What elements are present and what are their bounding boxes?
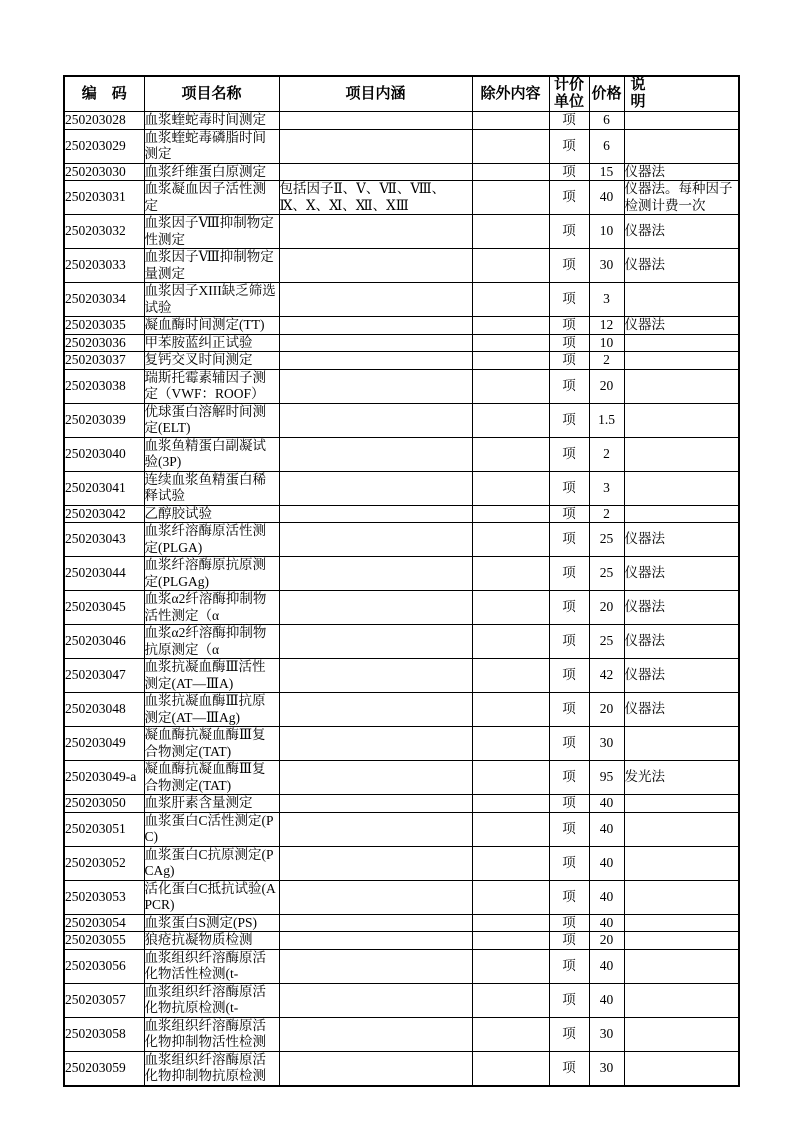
cell-price: 10 [589, 334, 624, 352]
cell-name: 血浆蛋白C抗原测定(PCAg) [144, 846, 279, 880]
cell-unit: 项 [549, 283, 589, 317]
cell-price: 20 [589, 591, 624, 625]
table-row [64, 693, 739, 727]
cell-note [624, 471, 739, 505]
cell-price: 2 [589, 505, 624, 523]
cell-code: 250203057 [64, 983, 144, 1017]
cell-name: 血浆因子Ⅷ抑制物定量测定 [144, 249, 279, 283]
cell-note: 仪器法 [624, 557, 739, 591]
cell-excluded [472, 523, 549, 557]
cell-excluded [472, 1051, 549, 1086]
cell-code: 250203031 [64, 181, 144, 215]
cell-unit: 项 [549, 505, 589, 523]
cell-unit: 项 [549, 914, 589, 932]
header-code: 编 码 [64, 76, 144, 112]
cell-code: 250203030 [64, 163, 144, 181]
cell-content [279, 334, 472, 352]
cell-content [279, 949, 472, 983]
cell-price: 20 [589, 932, 624, 950]
cell-excluded [472, 846, 549, 880]
cell-note: 发光法 [624, 761, 739, 795]
table-row [64, 369, 739, 403]
cell-unit: 项 [549, 317, 589, 335]
cell-unit: 项 [549, 523, 589, 557]
table-row [64, 727, 739, 761]
cell-unit: 项 [549, 471, 589, 505]
cell-note [624, 112, 739, 130]
cell-excluded [472, 249, 549, 283]
table-row [64, 317, 739, 335]
table-row [64, 949, 739, 983]
table-row [64, 557, 739, 591]
table-row [64, 249, 739, 283]
cell-name: 狼疮抗凝物质检测 [144, 932, 279, 950]
table-row [64, 880, 739, 914]
table-row [64, 761, 739, 795]
cell-unit: 项 [549, 983, 589, 1017]
cell-name: 活化蛋白C抵抗试验(APCR) [144, 880, 279, 914]
table-row [64, 334, 739, 352]
cell-note [624, 403, 739, 437]
cell-note [624, 1017, 739, 1051]
cell-content [279, 403, 472, 437]
cell-excluded [472, 914, 549, 932]
cell-excluded [472, 471, 549, 505]
cell-name: 血浆蛋白S测定(PS) [144, 914, 279, 932]
cell-name: 甲苯胺蓝纠正试验 [144, 334, 279, 352]
cell-unit: 项 [549, 659, 589, 693]
cell-unit: 项 [549, 1017, 589, 1051]
cell-note [624, 352, 739, 370]
cell-excluded [472, 557, 549, 591]
cell-price: 95 [589, 761, 624, 795]
cell-price: 40 [589, 983, 624, 1017]
header-note: 说 明 [624, 76, 739, 112]
cell-code: 250203052 [64, 846, 144, 880]
cell-name: 复钙交叉时间测定 [144, 352, 279, 370]
cell-excluded [472, 215, 549, 249]
table-row [64, 932, 739, 950]
cell-price: 15 [589, 163, 624, 181]
cell-price: 30 [589, 249, 624, 283]
cell-excluded [472, 659, 549, 693]
cell-code: 250203059 [64, 1051, 144, 1086]
cell-name: 乙醇胶试验 [144, 505, 279, 523]
cell-unit: 项 [549, 249, 589, 283]
cell-excluded [472, 949, 549, 983]
cell-excluded [472, 983, 549, 1017]
table-row [64, 591, 739, 625]
cell-note [624, 795, 739, 813]
header-excluded: 除外内容 [472, 76, 549, 112]
cell-content [279, 352, 472, 370]
cell-unit: 项 [549, 693, 589, 727]
cell-note [624, 932, 739, 950]
cell-note: 仪器法。每种因子检测计费一次 [624, 181, 739, 215]
cell-excluded [472, 317, 549, 335]
header-name: 项目名称 [144, 76, 279, 112]
cell-note [624, 505, 739, 523]
cell-name: 凝血酶抗凝血酶Ⅲ复合物测定(TAT) [144, 727, 279, 761]
cell-code: 250203028 [64, 112, 144, 130]
cell-note: 仪器法 [624, 659, 739, 693]
cell-unit: 项 [549, 557, 589, 591]
cell-content: 包括因子Ⅱ、Ⅴ、Ⅶ、Ⅷ、Ⅸ、Ⅹ、Ⅺ、Ⅻ、ⅩⅢ [279, 181, 472, 215]
cell-excluded [472, 693, 549, 727]
cell-code: 250203055 [64, 932, 144, 950]
cell-name: 血浆组织纤溶酶原活化物活性检测(t- [144, 949, 279, 983]
cell-code: 250203041 [64, 471, 144, 505]
cell-price: 30 [589, 1051, 624, 1086]
cell-excluded [472, 505, 549, 523]
cell-excluded [472, 727, 549, 761]
table-row [64, 1051, 739, 1086]
cell-unit: 项 [549, 932, 589, 950]
cell-excluded [472, 369, 549, 403]
cell-unit: 项 [549, 112, 589, 130]
cell-code: 250203047 [64, 659, 144, 693]
cell-unit: 项 [549, 949, 589, 983]
table-row [64, 1017, 739, 1051]
table-row [64, 523, 739, 557]
cell-unit: 项 [549, 625, 589, 659]
cell-name: 血浆α2纤溶酶抑制物活性测定（α [144, 591, 279, 625]
cell-name: 血浆肝素含量测定 [144, 795, 279, 813]
cell-price: 3 [589, 471, 624, 505]
cell-price: 40 [589, 846, 624, 880]
cell-price: 3 [589, 283, 624, 317]
cell-unit: 项 [549, 591, 589, 625]
cell-excluded [472, 437, 549, 471]
cell-excluded [472, 625, 549, 659]
cell-excluded [472, 880, 549, 914]
cell-name: 血浆凝血因子活性测定 [144, 181, 279, 215]
cell-excluded [472, 812, 549, 846]
table-header [64, 76, 739, 112]
cell-price: 1.5 [589, 403, 624, 437]
cell-price: 6 [589, 112, 624, 130]
cell-price: 25 [589, 557, 624, 591]
cell-code: 250203049 [64, 727, 144, 761]
cell-content [279, 1017, 472, 1051]
cell-code: 250203051 [64, 812, 144, 846]
cell-price: 20 [589, 693, 624, 727]
cell-price: 20 [589, 369, 624, 403]
cell-price: 40 [589, 812, 624, 846]
cell-excluded [472, 932, 549, 950]
cell-unit: 项 [549, 846, 589, 880]
cell-price: 40 [589, 181, 624, 215]
cell-unit: 项 [549, 403, 589, 437]
cell-unit: 项 [549, 369, 589, 403]
cell-code: 250203044 [64, 557, 144, 591]
cell-unit: 项 [549, 215, 589, 249]
cell-code: 250203037 [64, 352, 144, 370]
cell-excluded [472, 352, 549, 370]
cell-name: 凝血酶时间测定(TT) [144, 317, 279, 335]
cell-note [624, 369, 739, 403]
cell-name: 血浆因子XIII缺乏筛选试验 [144, 283, 279, 317]
cell-unit: 项 [549, 761, 589, 795]
cell-content [279, 437, 472, 471]
cell-unit: 项 [549, 352, 589, 370]
cell-content [279, 523, 472, 557]
cell-note: 仪器法 [624, 591, 739, 625]
cell-name: 血浆组织纤溶酶原活化物抑制物活性检测 [144, 1017, 279, 1051]
cell-code: 250203029 [64, 129, 144, 163]
cell-content [279, 129, 472, 163]
cell-note [624, 846, 739, 880]
header-unit: 计价单位 [549, 76, 589, 112]
cell-content [279, 983, 472, 1017]
cell-note: 仪器法 [624, 693, 739, 727]
cell-code: 250203038 [64, 369, 144, 403]
cell-note: 仪器法 [624, 317, 739, 335]
cell-code: 250203032 [64, 215, 144, 249]
cell-content [279, 369, 472, 403]
cell-name: 血浆抗凝血酶Ⅲ活性测定(AT—ⅢA) [144, 659, 279, 693]
cell-price: 42 [589, 659, 624, 693]
cell-code: 250203058 [64, 1017, 144, 1051]
cell-code: 250203053 [64, 880, 144, 914]
table-row [64, 846, 739, 880]
table-row [64, 471, 739, 505]
cell-price: 40 [589, 949, 624, 983]
cell-code: 250203045 [64, 591, 144, 625]
cell-excluded [472, 283, 549, 317]
cell-code: 250203036 [64, 334, 144, 352]
table-body [64, 112, 739, 1086]
cell-content [279, 812, 472, 846]
cell-note [624, 880, 739, 914]
cell-note: 仪器法 [624, 163, 739, 181]
cell-unit: 项 [549, 812, 589, 846]
cell-content [279, 471, 472, 505]
cell-price: 2 [589, 352, 624, 370]
cell-code: 250203033 [64, 249, 144, 283]
cell-content [279, 846, 472, 880]
cell-unit: 项 [549, 437, 589, 471]
cell-code: 250203050 [64, 795, 144, 813]
cell-note [624, 437, 739, 471]
cell-price: 25 [589, 625, 624, 659]
cell-unit: 项 [549, 880, 589, 914]
cell-unit: 项 [549, 795, 589, 813]
cell-price: 25 [589, 523, 624, 557]
table-row [64, 163, 739, 181]
cell-content [279, 795, 472, 813]
cell-price: 40 [589, 795, 624, 813]
table-row [64, 283, 739, 317]
cell-name: 血浆蝰蛇毒时间测定 [144, 112, 279, 130]
table-row [64, 983, 739, 1017]
cell-name: 血浆因子Ⅷ抑制物定性测定 [144, 215, 279, 249]
cell-excluded [472, 795, 549, 813]
cell-content [279, 727, 472, 761]
document-page [63, 75, 738, 1087]
cell-excluded [472, 761, 549, 795]
cell-price: 2 [589, 437, 624, 471]
cell-note [624, 949, 739, 983]
cell-name: 连续血浆鱼精蛋白稀释试验 [144, 471, 279, 505]
cell-price: 10 [589, 215, 624, 249]
cell-note [624, 334, 739, 352]
cell-code: 250203042 [64, 505, 144, 523]
cell-note: 仪器法 [624, 215, 739, 249]
cell-unit: 项 [549, 334, 589, 352]
cell-code: 250203043 [64, 523, 144, 557]
header-row [64, 76, 739, 112]
table-row [64, 129, 739, 163]
cell-excluded [472, 112, 549, 130]
cell-content [279, 693, 472, 727]
cell-content [279, 112, 472, 130]
cell-name: 血浆抗凝血酶Ⅲ抗原测定(AT—ⅢAg) [144, 693, 279, 727]
cell-code: 250203056 [64, 949, 144, 983]
cell-name: 血浆纤溶酶原抗原测定(PLGAg) [144, 557, 279, 591]
table-row [64, 659, 739, 693]
cell-code: 250203035 [64, 317, 144, 335]
table-row [64, 112, 739, 130]
table-row [64, 352, 739, 370]
cell-excluded [472, 163, 549, 181]
cell-name: 血浆纤维蛋白原测定 [144, 163, 279, 181]
cell-content [279, 283, 472, 317]
cell-code: 250203040 [64, 437, 144, 471]
cell-name: 血浆蝰蛇毒磷脂时间测定 [144, 129, 279, 163]
cell-price: 40 [589, 880, 624, 914]
cell-code: 250203048 [64, 693, 144, 727]
cell-content [279, 761, 472, 795]
cell-note: 仪器法 [624, 625, 739, 659]
cell-note [624, 983, 739, 1017]
cell-content [279, 249, 472, 283]
cell-note: 仪器法 [624, 249, 739, 283]
cell-content [279, 914, 472, 932]
cell-name: 血浆组织纤溶酶原活化物抗原检测(t- [144, 983, 279, 1017]
cell-note [624, 129, 739, 163]
cell-code: 250203046 [64, 625, 144, 659]
cell-excluded [472, 591, 549, 625]
cell-name: 凝血酶抗凝血酶Ⅲ复合物测定(TAT) [144, 761, 279, 795]
cell-content [279, 1051, 472, 1086]
cell-unit: 项 [549, 727, 589, 761]
cell-content [279, 625, 472, 659]
cell-name: 血浆α2纤溶酶抑制物抗原测定（α [144, 625, 279, 659]
cell-content [279, 163, 472, 181]
cell-name: 血浆鱼精蛋白副凝试验(3P) [144, 437, 279, 471]
cell-unit: 项 [549, 129, 589, 163]
cell-name: 血浆蛋白C活性测定(PC) [144, 812, 279, 846]
cell-excluded [472, 1017, 549, 1051]
table-row [64, 505, 739, 523]
table-row [64, 914, 739, 932]
cell-code: 250203049-a [64, 761, 144, 795]
cell-content [279, 591, 472, 625]
cell-note [624, 1051, 739, 1086]
table-row [64, 215, 739, 249]
cell-content [279, 317, 472, 335]
cell-note [624, 283, 739, 317]
cell-price: 30 [589, 1017, 624, 1051]
fee-schedule-table [63, 75, 740, 1087]
cell-unit: 项 [549, 163, 589, 181]
cell-excluded [472, 181, 549, 215]
cell-price: 12 [589, 317, 624, 335]
cell-excluded [472, 334, 549, 352]
cell-name: 血浆组织纤溶酶原活化物抑制物抗原检测 [144, 1051, 279, 1086]
cell-code: 250203039 [64, 403, 144, 437]
cell-name: 瑞斯托霉素辅因子测定（VWF：ROOF） [144, 369, 279, 403]
cell-name: 血浆纤溶酶原活性测定(PLGA) [144, 523, 279, 557]
cell-code: 250203034 [64, 283, 144, 317]
table-row [64, 625, 739, 659]
cell-note [624, 812, 739, 846]
table-row [64, 403, 739, 437]
cell-note [624, 727, 739, 761]
cell-content [279, 505, 472, 523]
cell-code: 250203054 [64, 914, 144, 932]
cell-name: 优球蛋白溶解时间测定(ELT) [144, 403, 279, 437]
cell-note: 仪器法 [624, 523, 739, 557]
cell-content [279, 557, 472, 591]
cell-unit: 项 [549, 181, 589, 215]
cell-unit: 项 [549, 1051, 589, 1086]
cell-note [624, 914, 739, 932]
cell-excluded [472, 129, 549, 163]
cell-content [279, 880, 472, 914]
table-row [64, 812, 739, 846]
table-row [64, 437, 739, 471]
cell-excluded [472, 403, 549, 437]
header-price: 价格 [589, 76, 624, 112]
table-row [64, 181, 739, 215]
cell-content [279, 932, 472, 950]
cell-price: 40 [589, 914, 624, 932]
cell-price: 6 [589, 129, 624, 163]
cell-content [279, 215, 472, 249]
header-content: 项目内涵 [279, 76, 472, 112]
table-row [64, 795, 739, 813]
cell-price: 30 [589, 727, 624, 761]
cell-content [279, 659, 472, 693]
